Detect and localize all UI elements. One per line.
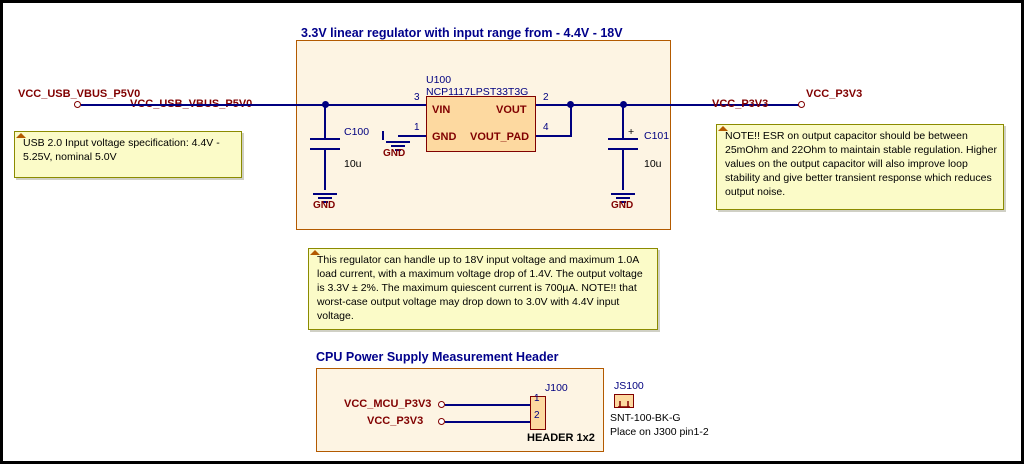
- port-vcc-p3v3-hdr[interactable]: [438, 418, 445, 425]
- c101-ref: C101: [644, 130, 670, 142]
- u100-pin-gnd-label: GND: [432, 131, 457, 143]
- wire-c100-bottom: [324, 150, 326, 190]
- j100-ref: J100: [545, 382, 568, 394]
- net-label-p3v3-wire: VCC_P3V3: [712, 98, 769, 110]
- u100-pin-voutpad-number: 4: [543, 122, 549, 133]
- u100-pin-vin-number: 3: [414, 92, 420, 103]
- junction-vout: [567, 101, 574, 108]
- port-vcc-mcu-p3v3[interactable]: [438, 401, 445, 408]
- note-usb-input: [14, 131, 242, 178]
- j100-pin2-number: 2: [534, 410, 540, 421]
- wire-vbus-to-vin: [81, 104, 426, 106]
- gnd-label-c100: GND: [313, 200, 336, 211]
- c100-plate-top: [310, 138, 340, 140]
- net-label-p3v3-right: VCC_P3V3: [806, 88, 863, 100]
- c100-value: 10u: [344, 158, 362, 170]
- net-label-vcc-mcu-p3v3: VCC_MCU_P3V3: [344, 398, 432, 410]
- js100-part: SNT-100-BK-G: [610, 412, 681, 424]
- port-p3v3[interactable]: [798, 101, 805, 108]
- gnd-label-u100: GND: [383, 148, 406, 159]
- j100-type: HEADER 1x2: [527, 432, 595, 444]
- c101-value: 10u: [644, 158, 662, 170]
- note-regulator: [308, 248, 658, 330]
- wire-c100-top: [324, 104, 326, 138]
- regulator-block-title: 3.3V linear regulator with input range from - 4.4V - 18V: [301, 26, 623, 40]
- c101-plate-top: [608, 138, 638, 140]
- c101-polarity: +: [628, 126, 635, 138]
- port-vbus[interactable]: [74, 101, 81, 108]
- note-esr: [716, 124, 1004, 210]
- net-label-vcc-p3v3-hdr: VCC_P3V3: [367, 415, 424, 427]
- note-corner-icon: [310, 250, 320, 255]
- c100-ref: C100: [344, 126, 370, 138]
- note-esr-text: NOTE!! ESR on output capacitor should be between 25mOhm and 22Ohm to maintain stable regulation. Higher values on the output capacitor will also improve loop stability and give better transient response which reduces output noise.: [725, 130, 997, 198]
- wire-voutpad-up: [570, 104, 572, 136]
- j100-pin1-number: 1: [534, 393, 540, 404]
- note-corner-icon: [16, 133, 26, 138]
- u100-pin-gnd-number: 1: [414, 122, 420, 133]
- wire-hdr-pin2: [445, 421, 530, 423]
- wire-hdr-pin1: [445, 404, 530, 406]
- note-corner-icon: [718, 126, 728, 131]
- wire-c101-top: [622, 104, 624, 138]
- note-usb-input-text: USB 2.0 Input voltage specification: 4.4V - 5.25V, nominal 5.0V: [23, 137, 220, 163]
- u100-part: NCP1117LPST33T3G: [426, 86, 529, 98]
- wire-u100-gnd-h: [398, 135, 426, 137]
- u100-pin-voutpad-label: VOUT_PAD: [470, 131, 530, 143]
- js100-ref: JS100: [614, 380, 644, 392]
- gnd-label-c101: GND: [611, 200, 634, 211]
- wire-voutpad: [536, 135, 572, 137]
- u100-pin-vout-label: VOUT: [496, 104, 527, 116]
- header-block-title: CPU Power Supply Measurement Header: [316, 350, 559, 364]
- u100-ref: U100: [426, 74, 452, 86]
- wire-c101-bottom: [622, 150, 624, 190]
- js100-note: Place on J300 pin1-2: [610, 426, 709, 438]
- note-regulator-text: This regulator can handle up to 18V input voltage and maximum 1.0A load current, with a maximum voltage drop of 1.4V. The output voltage is 3.3V ± 2%. The maximum quiescent current is 700µA. NOTE!! that worst-case output voltage may drop down to 3.0V with 4.4V input voltage.: [317, 254, 643, 322]
- net-label-vbus-left: VCC_USB_VBUS_P5V0: [18, 88, 141, 100]
- u100-pin-vin-label: VIN: [432, 104, 451, 116]
- u100-pin-vout-number: 2: [543, 92, 549, 103]
